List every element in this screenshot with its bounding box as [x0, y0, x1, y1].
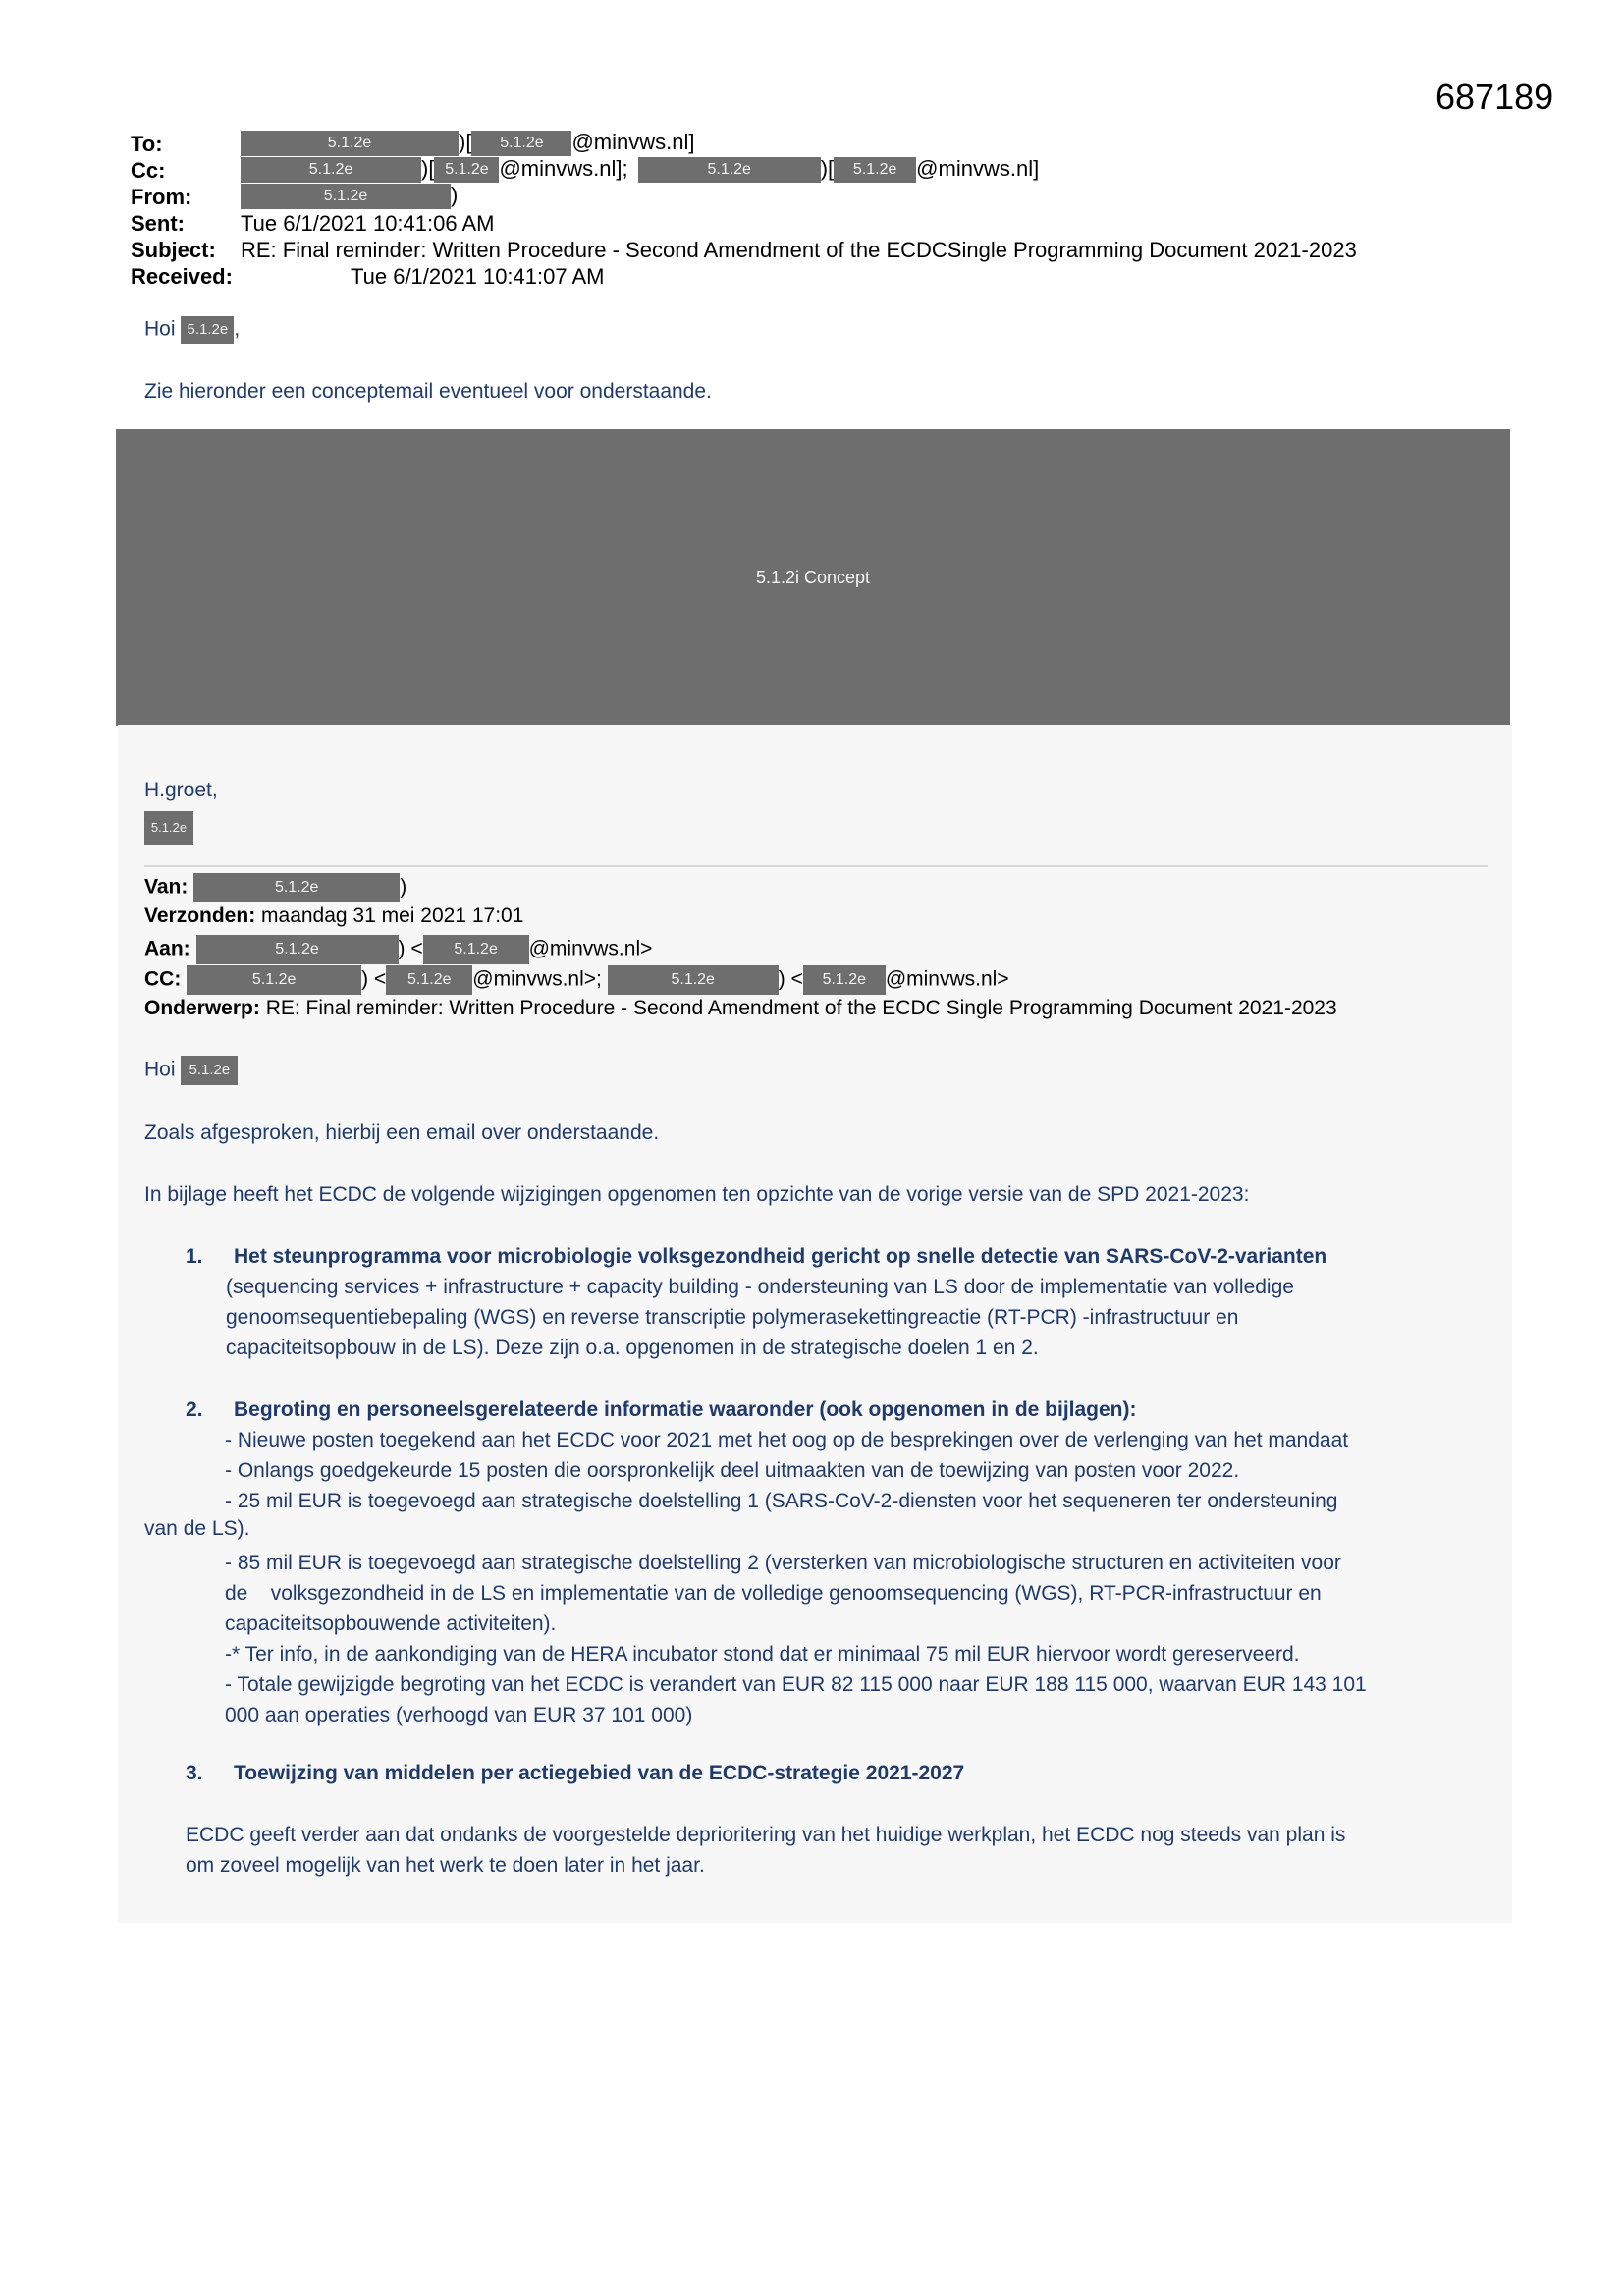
item2-number: 2.: [186, 1398, 203, 1421]
sent-label: Sent:: [131, 211, 185, 236]
cc-domain-1: @minvws.nl];: [499, 156, 628, 181]
item1-title: Het steunprogramma voor microbiologie volksgezondheid gericht op snelle detectie van SARS-CoV-2-varianten: [234, 1245, 1327, 1268]
item2-line: - 25 mil EUR is toegevoegd aan strategische doelstelling 1 (SARS-CoV-2-diensten voor het sequeneren ter ondersteuning: [225, 1490, 1338, 1512]
cc-domain-2: @minvws.nl]: [916, 156, 1040, 181]
aan-label: Aan:: [144, 937, 190, 960]
fwd-bijlage: In bijlage heeft het ECDC de volgende wijzigingen opgenomen ten opzichte van de vorige versie van de SPD 2021-2023:: [144, 1183, 1250, 1206]
subject-value: RE: Final reminder: Written Procedure - Second Amendment of the ECDCSingle Programming Document 2021-2023: [241, 238, 1357, 262]
redaction-box: 5.1.2e: [423, 935, 529, 964]
item2-line: -* Ter info, in de aankondiging van de HERA incubator stond dat er minimaal 75 mil EUR hiervoor wordt gereserveerd.: [225, 1643, 1300, 1666]
redaction-box: 5.1.2e: [803, 965, 886, 995]
to-domain: @minvws.nl]: [571, 130, 695, 154]
closing-line: ECDC geeft verder aan dat ondanks de voorgestelde deprioritering van het huidige werkplan, het ECDC nog steeds van plan is: [186, 1824, 1346, 1846]
fwd-van-row: [144, 873, 406, 902]
closing-line: om zoveel mogelijk van het werk te doen later in het jaar.: [186, 1854, 705, 1877]
redaction-box: 5.1.2e: [144, 811, 193, 845]
header-from-value: [241, 182, 458, 209]
item2-line: van de LS).: [144, 1517, 250, 1540]
van-suffix: ): [400, 875, 407, 899]
item1-number: 1.: [186, 1245, 203, 1268]
redaction-box: 5.1.2e: [834, 157, 916, 183]
received-label: Received:: [131, 264, 233, 289]
redaction-box: 5.1.2e: [181, 1056, 238, 1085]
verzonden-label: Verzonden:: [144, 904, 256, 927]
to-label: To:: [131, 132, 163, 156]
fwd-onderwerp-row: [144, 997, 1337, 1020]
fwd-cc-domain-2: @minvws.nl>: [885, 967, 1009, 991]
reply-line: Zie hieronder een conceptemail eventueel voor onderstaande.: [144, 380, 712, 403]
from-suffix: ): [451, 183, 459, 207]
fwd-cc-separator: ) <: [778, 967, 803, 991]
closing-paragraph: [186, 1820, 1345, 1881]
item3-number: 3.: [186, 1762, 203, 1784]
header-received-row: [131, 263, 233, 290]
item3-title: Toewijzing van middelen per actiegebied van de ECDC-strategie 2021-2027: [234, 1762, 965, 1784]
onderwerp-value: RE: Final reminder: Written Procedure - Second Amendment of the ECDC Single Programming Document 2021-2023: [265, 997, 1337, 1019]
item2-body: [225, 1425, 1348, 1516]
header-to-row: [131, 131, 163, 157]
item2-line: de volksgezondheid in de LS en implementatie van de volledige genoomsequencing (WGS), RT-PCR-infrastructuur en: [225, 1582, 1322, 1605]
cc-label: Cc:: [131, 158, 166, 183]
aan-domain: @minvws.nl>: [528, 937, 653, 960]
signature-redaction: [144, 811, 193, 845]
redaction-box: 5.1.2e: [608, 965, 779, 995]
header-to-value: [241, 129, 694, 156]
item2-line: - Onlangs goedgekeurde 15 posten die oorspronkelijk deel uitmaakten van de toewijzing van posten voor 2022.: [225, 1459, 1240, 1482]
concept-label: 5.1.2i Concept: [755, 567, 871, 587]
fwd-cc-row: [144, 965, 1009, 995]
fwd-aan-row: [144, 935, 652, 964]
redaction-box: 5.1.2e: [196, 935, 399, 964]
item2-line: 000 aan operaties (verhoogd van EUR 37 101 000): [225, 1704, 693, 1726]
redaction-box: 5.1.2e: [638, 157, 821, 183]
fwd-greeting-text: Hoi: [144, 1058, 176, 1081]
redaction-box: 5.1.2e: [241, 184, 451, 209]
redaction-box: 5.1.2e: [187, 965, 361, 995]
item1-line: capaciteitsopbouw in de LS). Deze zijn o.a. opgenomen in de strategische doelen 1 en 2.: [226, 1337, 1039, 1359]
onderwerp-label: Onderwerp:: [144, 997, 260, 1019]
item2-line: capaciteitsopbouwende activiteiten).: [225, 1613, 557, 1635]
subject-label: Subject:: [131, 238, 216, 262]
redaction-box: 5.1.2e: [241, 131, 459, 156]
header-cc-row: [131, 157, 165, 184]
fwd-cc-separator: ) <: [361, 967, 387, 991]
redaction-box: 5.1.2e: [193, 873, 400, 902]
to-separator: )[: [459, 130, 472, 154]
header-sent-row: [131, 210, 185, 237]
header-subject-row: [131, 237, 216, 263]
cc-separator: )[: [820, 156, 835, 181]
closing-text: H.groet,: [144, 779, 218, 801]
van-label: Van:: [144, 875, 189, 899]
header-from-row: [131, 184, 191, 210]
concept-redaction-block: [116, 429, 1510, 726]
greeting-comma: ,: [234, 317, 241, 341]
item2-line: - Totale gewijzigde begroting van het ECDC is verandert van EUR 82 115 000 naar EUR 188 115 000, waarvan EUR 143 101: [225, 1673, 1367, 1696]
item1-body: [226, 1272, 1294, 1363]
fwd-verzonden-row: [144, 904, 523, 928]
verzonden-value: maandag 31 mei 2021 17:01: [261, 904, 524, 927]
redaction-box: 5.1.2e: [386, 965, 472, 995]
redaction-box: 5.1.2e: [241, 157, 421, 183]
separator-line: [144, 865, 1488, 867]
fwd-cc-domain-1: @minvws.nl>;: [472, 967, 602, 991]
item2-line: - Nieuwe posten toegekend aan het ECDC voor 2021 met het oog op de besprekingen over de verlenging van het mandaat: [225, 1429, 1349, 1451]
item2-line: - 85 mil EUR is toegevoegd aan strategische doelstelling 2 (versterken van microbiologische structuren en activiteiten voor: [225, 1552, 1341, 1574]
reply-greeting: [144, 316, 240, 344]
cc-separator: )[: [421, 156, 435, 181]
header-cc-value: [241, 155, 1039, 183]
fwd-intro: Zoals afgesproken, hierbij een email over onderstaande.: [144, 1121, 660, 1144]
fwd-greeting: [144, 1056, 238, 1085]
aan-separator: ) <: [398, 937, 423, 960]
received-value: Tue 6/1/2021 10:41:07 AM: [351, 264, 605, 289]
sent-value: Tue 6/1/2021 10:41:06 AM: [241, 211, 495, 236]
redaction-box: 5.1.2e: [181, 316, 234, 344]
redaction-box: 5.1.2e: [471, 131, 571, 156]
item2-title: Begroting en personeelsgerelateerde informatie waaronder (ook opgenomen in de bijlagen):: [234, 1398, 1137, 1421]
item1-line: (sequencing services + infrastructure + capacity building - ondersteuning van LS door de implementatie van volledige: [226, 1276, 1294, 1298]
redaction-box: 5.1.2e: [434, 157, 499, 183]
fwd-cc-label: CC:: [144, 967, 182, 991]
item2-body-cont: [225, 1548, 1367, 1730]
document-id: 687189: [1435, 77, 1554, 117]
greeting-text: Hoi: [144, 317, 176, 341]
item1-line: genoomsequentiebepaling (WGS) en reverse transcriptie polymerasekettingreactie (RT-PCR) -infrastructuur en: [226, 1306, 1239, 1329]
from-label: From:: [131, 185, 192, 209]
